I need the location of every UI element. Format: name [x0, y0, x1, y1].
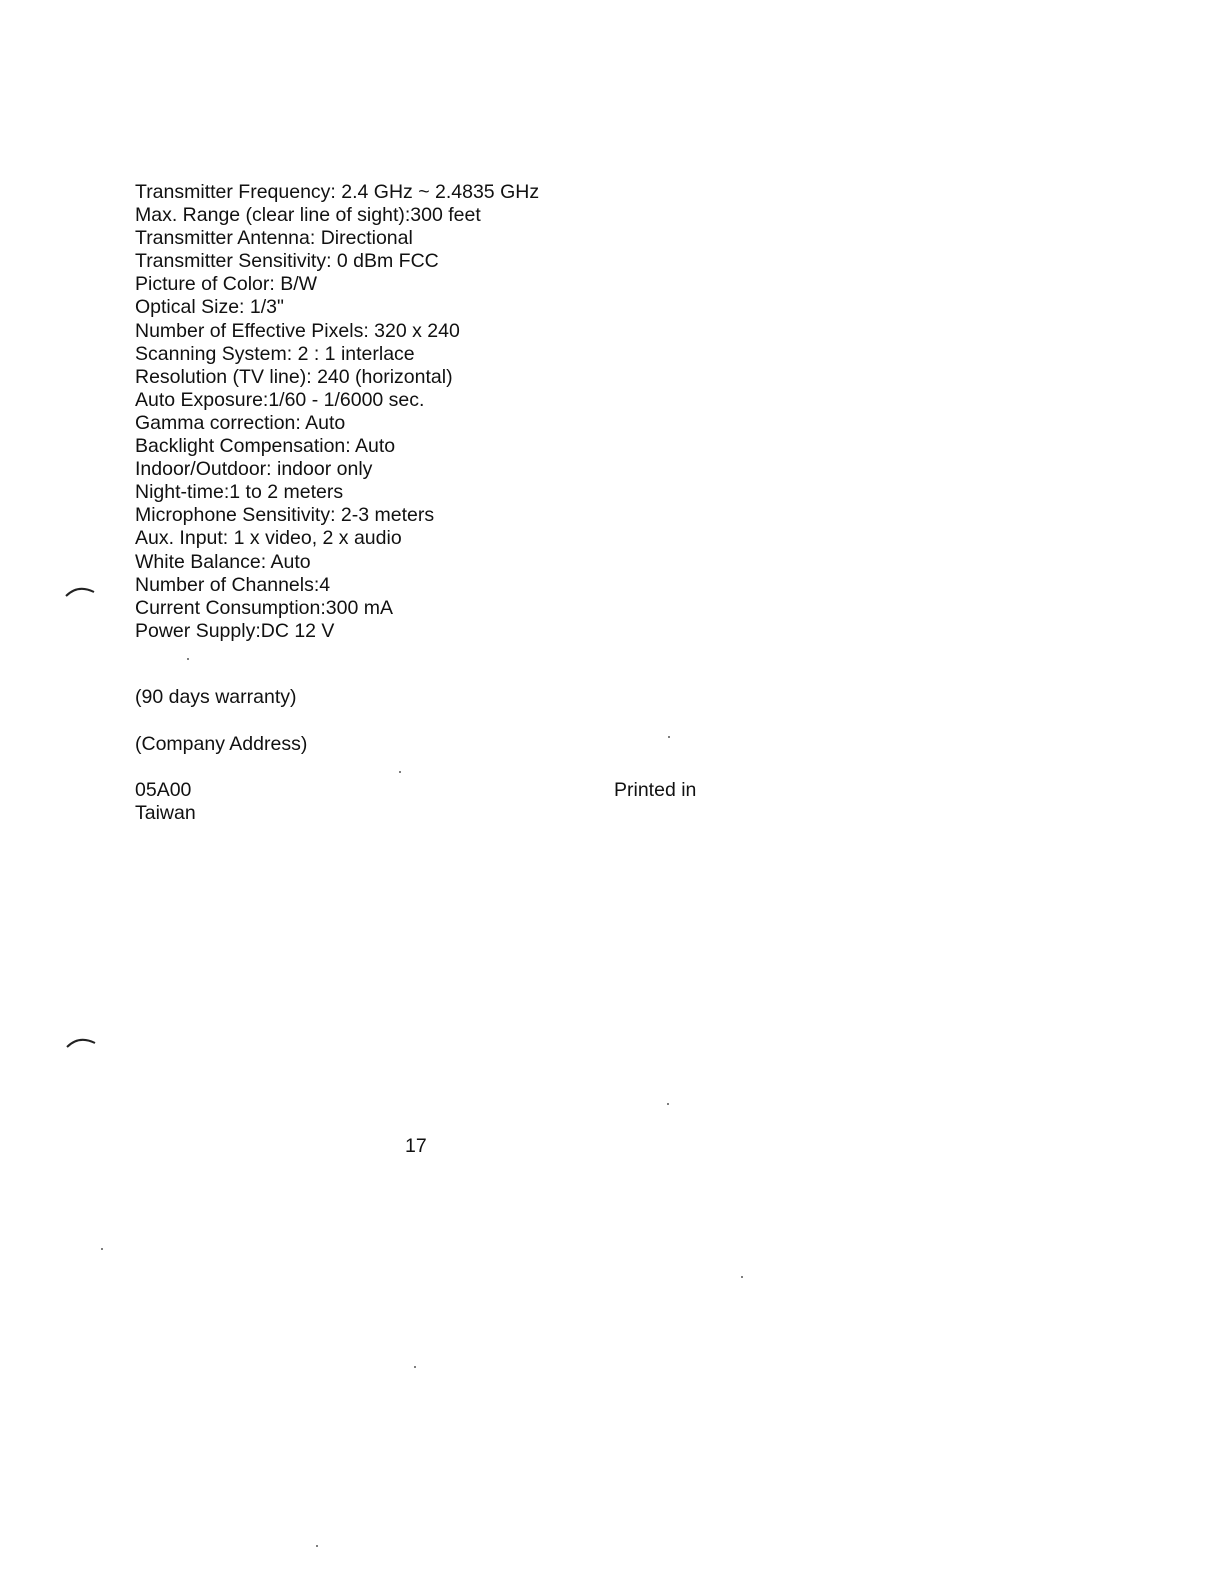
spec-line: Power Supply:DC 12 V	[135, 619, 335, 642]
spec-line: Picture of Color: B/W	[135, 273, 318, 296]
spec-line: Max. Range (clear line of sight):300 feet	[135, 204, 481, 227]
spec-line: Scanning System: 2 : 1 interlace	[135, 342, 415, 365]
spec-line: Transmitter Sensitivity: 0 dBm FCC	[135, 250, 439, 273]
spec-line: Resolution (TV line): 240 (horizontal)	[135, 365, 453, 388]
scan-speck	[187, 658, 189, 660]
spec-line: Night-time:1 to 2 meters	[135, 481, 344, 504]
country-text: Taiwan	[135, 802, 196, 824]
spec-line: White Balance: Auto	[135, 550, 311, 573]
spec-line: Current Consumption:300 mA	[135, 596, 393, 619]
spec-line: Optical Size: 1/3"	[135, 296, 284, 319]
scan-speck	[414, 1366, 416, 1368]
scan-arc-mark	[64, 584, 96, 598]
scan-speck	[668, 736, 670, 738]
company-address-text: (Company Address)	[135, 733, 308, 755]
spec-line: Gamma correction: Auto	[135, 411, 346, 434]
spec-line: Transmitter Antenna: Directional	[135, 227, 413, 250]
spec-line: Backlight Compensation: Auto	[135, 435, 396, 458]
spec-line: Microphone Sensitivity: 2-3 meters	[135, 504, 435, 527]
specifications-list	[135, 181, 539, 643]
spec-line: Number of Effective Pixels: 320 x 240	[135, 319, 460, 342]
spec-line: Transmitter Frequency: 2.4 GHz ~ 2.4835 GHz	[135, 181, 540, 203]
page-number: 17	[405, 1135, 427, 1157]
scan-speck	[399, 771, 401, 773]
spec-line: Auto Exposure:1/60 - 1/6000 sec.	[135, 388, 425, 411]
spec-line: Aux. Input: 1 x video, 2 x audio	[135, 527, 402, 550]
spec-line: Number of Channels:4	[135, 573, 331, 596]
printed-in-text: Printed in	[614, 779, 697, 801]
scan-speck	[667, 1103, 669, 1105]
scan-speck	[316, 1545, 318, 1547]
scan-arc-mark	[65, 1035, 97, 1049]
product-code: 05A00	[135, 779, 192, 801]
warranty-text: (90 days warranty)	[135, 686, 297, 708]
scan-speck	[101, 1248, 103, 1250]
spec-line: Indoor/Outdoor: indoor only	[135, 458, 373, 481]
scan-speck	[741, 1276, 743, 1278]
